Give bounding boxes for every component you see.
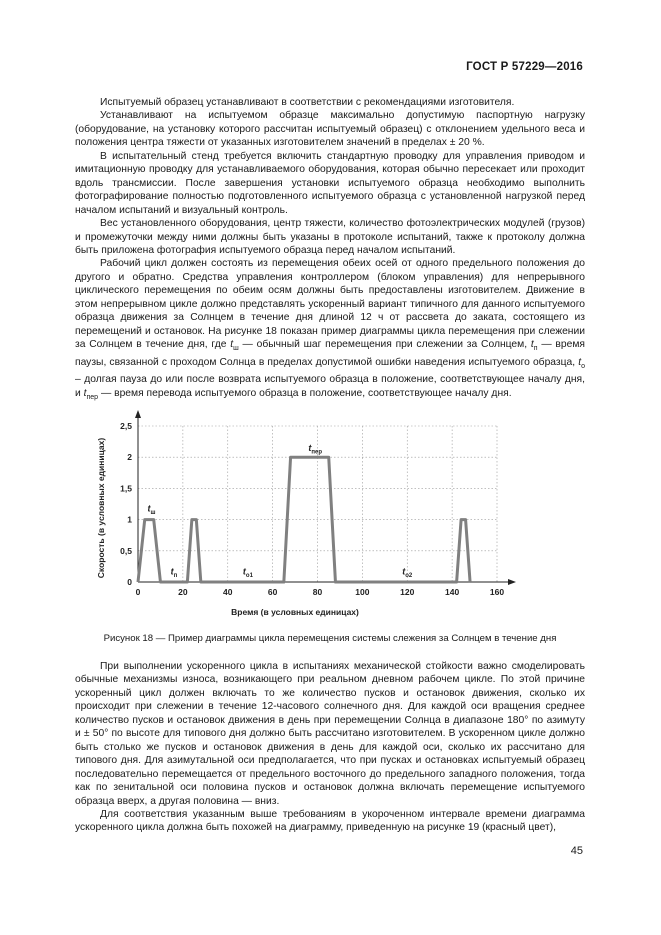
paragraph: Испытуемый образец устанавливают в соответствии с рекомендациями изготовителя. [100,97,515,108]
text-block-bottom [75,660,585,835]
annotation-label: $t_{пер}$ [308,442,323,456]
y-tick-label: 0 [127,577,132,587]
cycle-chart [90,408,540,623]
paragraph: Для соответствия указанным выше требованиям в укороченном интервале времени диаграмма ускоренного цикла должна быть похожей на диаграмму, приведенную на рисунке 19 (красный цвет), [75,808,585,834]
annotation-label: $t_{о1}$ [242,566,253,580]
paragraph-cycle-description: Рабочий цикл должен состоять из перемещения обеих осей от одного предельного положения до другого и обратно. Средства управления контроллером (блоком управления) для непрерывного циклического перемещения по обеим осям должны быть предоставлены изготовителем. Движение в этом непрерывном цикле должно представлять ускоренный вариант типичного для данного испытуемого образца движения за Солнцем в течение дня длиной 12 ч от рассвета до заката, состоящего из перемещений и остановок. На рисунке 18 показан пример диаграммы цикла перемещения при слежении за Солнцем в течение дня, где $t_ш$ — обычный шаг перемещения при слежении за Солнцем, $t_п$ — время паузы, связанной с проходом Солнца в пределах допустимой ошибки наведения испытуемого образца, $t_о$ – долгая пауза до или после возврата испытуемого образца в положение, соответствующее началу дня, и $t_{пер}$ — время перевода испытуемого образца в положение, соответствующее началу дня. [75,258,586,401]
x-tick-label: 160 [489,587,505,597]
x-tick-label: 20 [178,587,188,597]
y-axis-label: Скорость (в условных единицах) [96,437,106,579]
annotation-label: $t_ш$ [147,503,156,516]
paragraph: Вес установленного оборудования, центр тяжести, количество фотоэлектрических модулей (грузов) и промежуточки между ними должны быть указаны в протоколе испытаний, также к протоколу должна быть приложена фотография испытуемого образца перед началом испытаний. [75,218,585,256]
y-tick-label: 0,5 [120,545,132,556]
paragraph: В испытательный стенд требуется включить стандартную проводку для управления приводом и имитационную проводку для устанавливаемого оборудования, которая обычно пересекает или проходит вдоль трансмиссии. После завершения установки испытуемого образца необходимо выполнить фотографирование полностью подготовленного испытуемого образца с установленной нагрузкой перед началом испытаний и визуальный контроль. [75,150,585,216]
x-tick-label: 140 [445,587,460,597]
page-number: 45 [570,845,583,857]
x-tick-label: 100 [355,587,370,597]
y-tick-label: 1 [127,514,132,525]
x-tick-label: 60 [267,587,278,597]
annotation-label: $t_{о2}$ [402,566,413,580]
paragraph: При выполнении ускоренного цикла в испытаниях механической стойкости важно смоделировать обычные механизмы износа, возникающего при реальном дневном рабочем цикле. По этой причине ускоренный цикл должен включать то же количество пусков и остановок движения, сколько их происходит при слежении в течение 12-часового солнечного дня. Для каждой оси вращения среднее количество пусков и остановок движения в день при перемещении Солнца в диапазоне 180° по азимуту и ± 50° по высоте для типового дня должно быть рассчитано изготовителем. В ускоренном цикле должно быть столько же пусков и остановок движения в день для каждой оси, сколько их рассчитано для типового дня. Для азимутальной оси предполагается, что при пусках и остановках испытуемый образец последовательно перемещается от предельного восточного до предельного западного положения, тогда как по зенитальной оси половина пусков и остановок должна включать перемещение испытуемого образца вверх, а другая половина — вниз. [75,661,585,807]
x-tick-label: 80 [312,587,323,597]
y-tick-label: 2,5 [120,421,132,431]
x-axis-label: Время (в условных единицах) [231,607,359,617]
paragraph: Устанавливают на испытуемом образце максимально допустимую паспортную нагрузку (оборудование, на установку которого рассчитан испытуемый образец) с отклонением удельного веса и положения центра тяжести от указанных изготовителем значений в пределах ± 20 %. [75,110,585,149]
x-tick-label: 0 [135,587,141,597]
figure-18 [90,408,540,623]
annotation-label: $t_п$ [170,566,178,580]
standard-header: ГОСТ Р 57229—2016 [466,61,583,73]
y-tick-label: 2 [127,452,132,463]
text-block-top [75,96,585,404]
x-tick-label: 40 [223,587,233,597]
x-tick-label: 120 [400,587,415,597]
figure-caption: Рисунок 18 — Пример диаграммы цикла перемещения системы слежения за Солнцем в течение дня [103,633,557,644]
y-tick-label: 1,5 [120,483,132,494]
